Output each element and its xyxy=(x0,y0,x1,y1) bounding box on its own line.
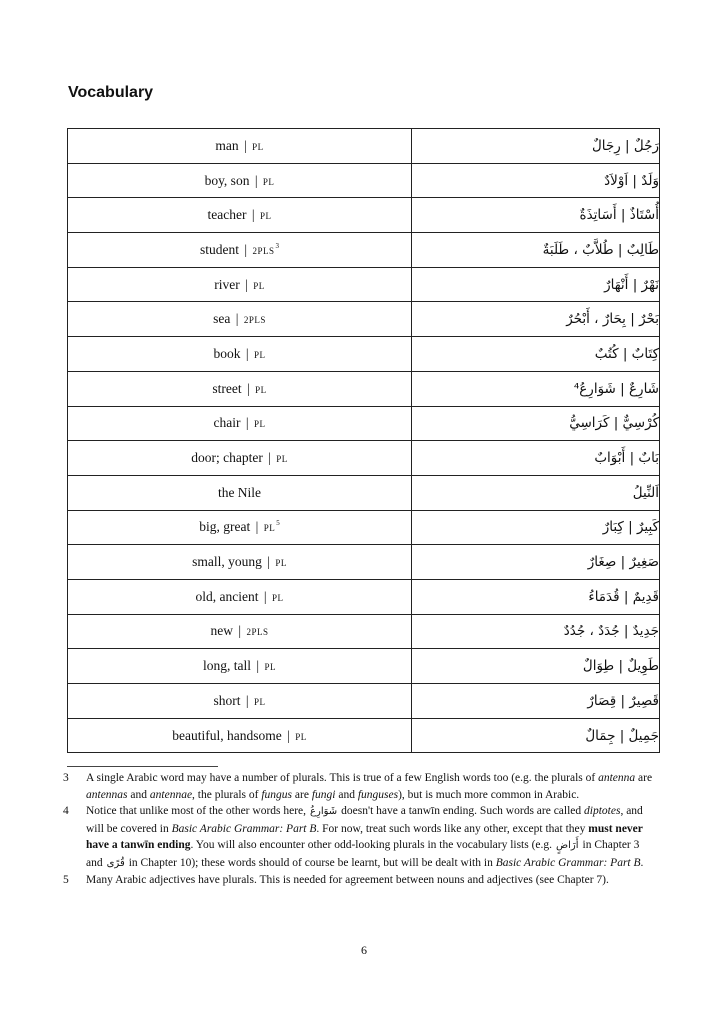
separator: | xyxy=(253,658,263,674)
arabic-cell: قَصِيرٌ | قِصَارٌ xyxy=(412,684,660,719)
separator: | xyxy=(283,727,294,743)
footnote-ref: 3 xyxy=(275,241,279,250)
footnote-rule xyxy=(67,766,218,767)
english-word: student xyxy=(200,241,240,257)
footnote-text: ), but is much more common in Arabic. xyxy=(398,788,580,801)
arabic-cell: جَدِيدٌ | جُدَدٌ ، جُدُدٌ xyxy=(412,614,660,649)
footnote-number: 4 xyxy=(63,805,69,817)
footnote-text: are xyxy=(635,772,653,784)
footnote-text: , the plurals of xyxy=(192,788,262,801)
arabic-cell: بَحْرٌ | بِحَارٌ ، أَبْحُرٌ xyxy=(412,302,660,337)
vocab-row xyxy=(68,267,660,302)
plural-tag: 2PLS xyxy=(252,245,275,256)
separator: | xyxy=(263,554,274,570)
english-word: teacher xyxy=(207,207,247,223)
vocab-row xyxy=(68,371,660,406)
arabic-cell: نَهْرٌ | أَنْهَارٌ xyxy=(412,267,660,302)
vocab-row xyxy=(68,163,660,198)
footnote-text: Notice that unlike most of the other words here, xyxy=(86,805,307,817)
english-cell xyxy=(68,406,412,441)
footnote-number: 5 xyxy=(63,874,69,886)
plural-tag: PL xyxy=(263,523,276,534)
english-cell xyxy=(68,267,412,302)
english-cell xyxy=(68,163,412,198)
english-word: door; chapter xyxy=(191,450,263,466)
footnote-text: . You will also encounter other odd-looking plurals in the vocabulary lists (e.g. xyxy=(190,839,553,851)
footnote-text: . xyxy=(640,856,644,869)
plural-tag: PL xyxy=(253,349,266,360)
vocab-row xyxy=(68,302,660,337)
vocab-row xyxy=(68,649,660,684)
separator: | xyxy=(242,345,252,361)
arabic-cell: طَالِبٌ | طُلاَّبٌ ، طَلَبَةٌ xyxy=(412,233,660,268)
separator: | xyxy=(264,450,275,466)
footnote-4 xyxy=(63,803,663,872)
english-cell xyxy=(68,233,412,268)
vocab-row xyxy=(68,233,660,268)
footnote-italic: Basic Arabic Grammar: Part B xyxy=(171,822,317,835)
plural-tag: PL xyxy=(264,662,276,673)
arabic-cell: وَلَدٌ | اَوْلاَدٌ xyxy=(412,163,660,198)
english-cell xyxy=(68,129,412,164)
arabic-inline: أَرَاضٍ xyxy=(556,840,579,851)
separator: | xyxy=(232,311,242,327)
english-cell xyxy=(68,718,412,753)
arabic-cell: شَارِعٌ | شَوَارِعُ⁴ xyxy=(412,371,660,406)
separator: | xyxy=(241,241,251,257)
footnote-text: . For now, treat such words like any other, except that they xyxy=(316,822,589,835)
arabic-cell: طَوِيلٌ | طِوَالٌ xyxy=(412,649,660,684)
footnote-italic: fungus xyxy=(261,788,293,801)
footnote-number: 3 xyxy=(63,772,69,784)
footnote-italic: antenna xyxy=(598,772,636,784)
english-cell xyxy=(68,649,412,684)
english-word: sea xyxy=(213,311,231,327)
separator: | xyxy=(235,623,245,639)
arabic-cell: بَابٌ | أَبْوَابٌ xyxy=(412,441,660,476)
english-word: short xyxy=(213,692,241,708)
plural-tag: PL xyxy=(275,558,287,569)
english-cell xyxy=(68,614,412,649)
footnote-text: and xyxy=(335,788,358,801)
english-cell xyxy=(68,545,412,580)
footnote-italic: antennas xyxy=(86,788,128,801)
footnote-text: doesn't have a tanwīn ending. Such words are called xyxy=(341,805,585,817)
vocab-row xyxy=(68,441,660,476)
arabic-cell: أُسْتَاذٌ | أَسَاتِذَةٌ xyxy=(412,198,660,233)
footnote-italic: antennae xyxy=(149,788,193,801)
vocab-row xyxy=(68,406,660,441)
footnote-3 xyxy=(63,770,663,803)
footnote-text: are xyxy=(292,788,312,801)
english-word: big, great xyxy=(199,519,251,535)
arabic-cell: كُرْسِيٌّ | كَرَاسِيُّ xyxy=(412,406,660,441)
footnote-text: in Chapter 10); these words should of course be learnt, but will be dealt with in xyxy=(128,856,496,869)
english-cell xyxy=(68,510,412,545)
english-word: old, ancient xyxy=(195,588,259,604)
english-word: the Nile xyxy=(217,484,262,500)
english-cell xyxy=(68,475,412,510)
english-word: book xyxy=(213,345,241,361)
plural-tag: PL xyxy=(253,696,266,707)
footnote-bold: must never have a tanwīn ending xyxy=(86,822,643,851)
plural-tag: PL xyxy=(252,141,264,152)
english-word: long, tall xyxy=(203,658,252,674)
separator: | xyxy=(248,207,258,223)
separator: | xyxy=(242,415,252,431)
separator: | xyxy=(252,519,262,535)
plural-tag: PL xyxy=(255,384,267,395)
english-word: boy, son xyxy=(204,172,250,188)
english-cell xyxy=(68,337,412,372)
arabic-cell: اَلنِّيلُ xyxy=(412,475,660,510)
footnote-text: and xyxy=(127,788,150,801)
vocabulary-table xyxy=(67,128,660,753)
english-cell xyxy=(68,198,412,233)
english-cell xyxy=(68,579,412,614)
plural-tag: PL xyxy=(295,731,307,742)
footnote-5 xyxy=(63,872,663,889)
plural-tag: PL xyxy=(262,176,275,187)
footnote-italic: diptotes xyxy=(584,805,621,817)
separator: | xyxy=(242,692,252,708)
arabic-cell: قَدِيمٌ | قُدَمَاءُ xyxy=(412,579,660,614)
plural-tag: PL xyxy=(271,592,284,603)
arabic-cell: كَبِيرٌ | كِبَارٌ xyxy=(412,510,660,545)
separator: | xyxy=(240,137,251,153)
separator: | xyxy=(241,276,252,292)
plural-tag: 2PLS xyxy=(243,315,266,326)
separator: | xyxy=(260,588,270,604)
page-number: 6 xyxy=(361,943,367,957)
plural-tag: PL xyxy=(253,280,265,291)
english-word: man xyxy=(215,137,239,153)
arabic-cell: جَمِيلٌ | جِمَالٌ xyxy=(412,718,660,753)
footnote-italic: funguses xyxy=(357,788,399,801)
arabic-cell: كِتَابٌ | كُتُبٌ xyxy=(412,337,660,372)
vocab-row xyxy=(68,510,660,545)
english-cell xyxy=(68,441,412,476)
plural-tag: PL xyxy=(253,419,266,430)
footnote-text: , and will be covered in xyxy=(86,805,643,835)
vocab-row xyxy=(68,198,660,233)
english-word: small, young xyxy=(192,554,262,570)
arabic-inline: قُرًى xyxy=(106,857,125,869)
separator: | xyxy=(243,380,254,396)
separator: | xyxy=(251,172,261,188)
vocab-row xyxy=(68,475,660,510)
footnote-ref: 5 xyxy=(276,519,280,528)
arabic-cell: صَغِيرٌ | صِغَارٌ xyxy=(412,545,660,580)
english-cell xyxy=(68,302,412,337)
vocab-row xyxy=(68,337,660,372)
footnote-text: A single Arabic word may have a number of plurals. This is true of a few English words too (e.g. the plurals of xyxy=(86,772,599,784)
plural-tag: 2PLS xyxy=(246,627,269,638)
footnote-text: Many Arabic adjectives have plurals. This is needed for agreement between nouns and adjectives (see Chapter 7). xyxy=(86,874,609,886)
english-word: beautiful, handsome xyxy=(172,727,282,743)
vocab-row xyxy=(68,718,660,753)
vocab-row xyxy=(68,579,660,614)
footnote-italic: Basic Arabic Grammar: Part B xyxy=(495,856,641,869)
footnote-text: in Chapter 3 and xyxy=(86,839,640,869)
plural-tag: PL xyxy=(259,211,272,222)
english-word: river xyxy=(214,276,240,292)
english-word: chair xyxy=(213,415,241,431)
vocab-row xyxy=(68,684,660,719)
vocab-row xyxy=(68,129,660,164)
vocab-row xyxy=(68,614,660,649)
english-word: street xyxy=(212,380,242,396)
english-cell xyxy=(68,371,412,406)
section-heading: Vocabulary xyxy=(68,84,154,101)
arabic-inline: شَوَارِعُ xyxy=(310,806,338,817)
footnotes xyxy=(63,770,663,889)
footnote-italic: fungi xyxy=(311,788,336,801)
plural-tag: PL xyxy=(276,454,288,465)
vocab-row xyxy=(68,545,660,580)
arabic-cell: رَجُلٌ | رِجَالٌ xyxy=(412,129,660,164)
english-cell xyxy=(68,684,412,719)
english-word: new xyxy=(210,623,234,639)
